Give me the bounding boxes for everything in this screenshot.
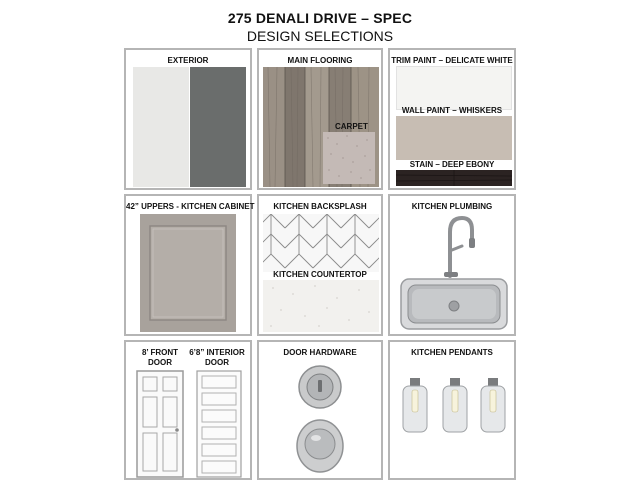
cabinet-label: 42” UPPERS - KITCHEN CABINET: [126, 202, 255, 211]
stain-label: STAIN – DEEP EBONY: [409, 160, 495, 169]
trim-paint-swatch: [396, 66, 512, 110]
interior-door-image: [196, 370, 242, 478]
deadbolt-image: [297, 364, 343, 410]
doors-card: [124, 340, 252, 480]
exterior-card: [124, 48, 252, 190]
carpet-swatch: [323, 132, 375, 184]
wall-paint-label: WALL PAINT – WHISKERS: [401, 106, 503, 115]
cabinet-card: [124, 194, 255, 336]
cabinet-door-swatch: [140, 214, 236, 332]
pendants-label: KITCHEN PENDANTS: [411, 348, 493, 357]
hardware-card: [257, 340, 383, 480]
exterior-label: EXTERIOR: [167, 56, 209, 65]
carpet-label: CARPET: [335, 122, 368, 131]
pendant-lights-image: [398, 376, 512, 436]
exterior-swatch-dark: [190, 67, 246, 187]
trim-paint-label: TRIM PAINT – DELICATE WHITE: [391, 56, 513, 65]
herringbone-tile-swatch: [263, 214, 379, 272]
backsplash-card: [257, 194, 383, 336]
front-door-label: 8’ FRONT DOOR: [141, 348, 178, 367]
wall-paint-swatch: [396, 116, 512, 160]
page-title: 275 DENALI DRIVE – SPEC: [227, 10, 413, 26]
paint-card: [388, 48, 516, 190]
countertop-label: KITCHEN COUNTERTOP: [273, 270, 367, 279]
stain-swatch: [396, 170, 512, 186]
main-flooring-label: MAIN FLOORING: [287, 56, 353, 65]
faucet-image: [436, 214, 476, 278]
pendants-card: [388, 340, 516, 480]
page-subtitle: DESIGN SELECTIONS: [246, 28, 394, 44]
door-knob-image: [295, 418, 345, 474]
main-flooring-card: [257, 48, 383, 190]
interior-door-label: 6’8” INTERIOR DOOR: [189, 348, 245, 367]
plumbing-label: KITCHEN PLUMBING: [411, 202, 493, 211]
backsplash-label: KITCHEN BACKSPLASH: [273, 202, 367, 211]
countertop-swatch: [263, 280, 379, 332]
sink-image: [400, 278, 508, 330]
hardware-label: DOOR HARDWARE: [283, 348, 357, 357]
plumbing-card: [388, 194, 516, 336]
exterior-swatch-light: [133, 67, 189, 187]
front-door-image: [136, 370, 184, 478]
